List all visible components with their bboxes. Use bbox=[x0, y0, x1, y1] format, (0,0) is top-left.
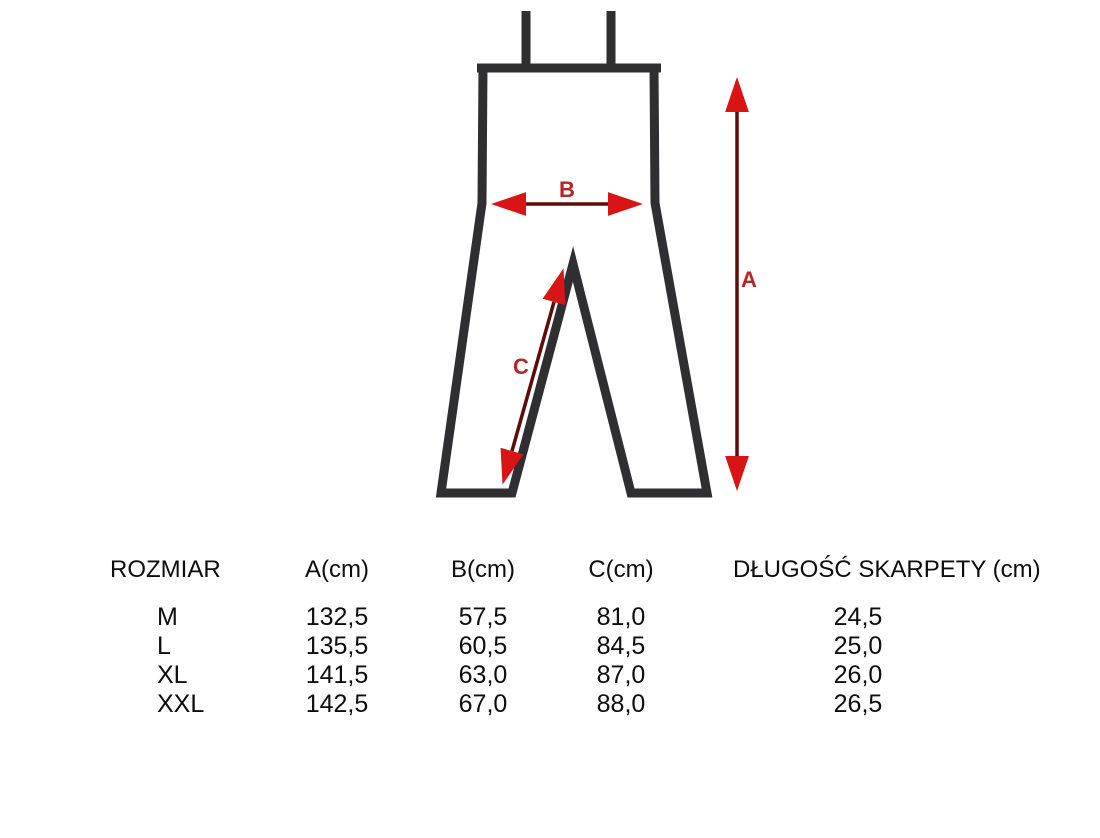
cell-sock-xxl: 26,5 bbox=[833, 690, 883, 718]
cell-a-l: 135,5 bbox=[305, 632, 369, 660]
cell-a-xxl: 142,5 bbox=[305, 690, 369, 718]
cell-size-xl: XL bbox=[157, 661, 188, 689]
cell-b-xxl: 67,0 bbox=[458, 690, 508, 718]
cell-sock-xl: 26,0 bbox=[833, 661, 883, 689]
cell-size-xxl: XXL bbox=[157, 690, 205, 718]
col-header-rozmiar: ROZMIAR bbox=[110, 556, 221, 583]
cell-sock-l: 25,0 bbox=[833, 632, 883, 660]
cell-b-xl: 63,0 bbox=[458, 661, 508, 689]
cell-c-m: 81,0 bbox=[596, 603, 646, 631]
pants-outline bbox=[441, 66, 707, 493]
label-a: A bbox=[741, 267, 757, 292]
cell-c-l: 84,5 bbox=[596, 632, 646, 660]
cell-size-m: M bbox=[157, 603, 178, 631]
cell-b-l: 60,5 bbox=[458, 632, 508, 660]
cell-a-xl: 141,5 bbox=[305, 661, 369, 689]
cell-b-m: 57,5 bbox=[458, 603, 508, 631]
label-c: C bbox=[513, 354, 529, 379]
cell-sock-m: 24,5 bbox=[833, 603, 883, 631]
col-header-sock-length: DŁUGOŚĆ SKARPETY (cm) bbox=[733, 556, 1041, 583]
cell-c-xxl: 88,0 bbox=[596, 690, 646, 718]
cell-c-xl: 87,0 bbox=[596, 661, 646, 689]
col-header-a: A(cm) bbox=[305, 556, 369, 583]
cell-a-m: 132,5 bbox=[305, 603, 369, 631]
col-header-c: C(cm) bbox=[588, 556, 654, 583]
label-b: B bbox=[559, 177, 575, 202]
cell-size-l: L bbox=[157, 632, 171, 660]
col-header-b: B(cm) bbox=[451, 556, 515, 583]
